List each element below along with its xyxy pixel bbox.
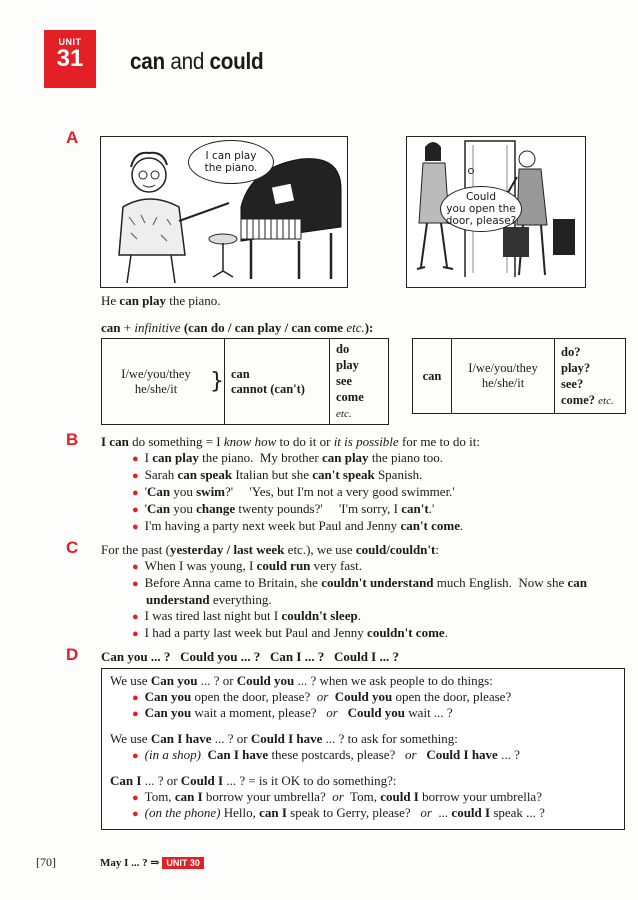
t: Can you [144,689,192,704]
table2-verb: come? [561,392,596,407]
table1-verb: play [336,358,359,372]
t: could I [380,789,419,804]
formula-close: ): [364,320,374,335]
table2-subject-2: he/she/it [481,376,525,390]
d-rule-can-i-have [110,731,458,747]
t: I [144,450,153,465]
b-intro-bold: I can [101,434,129,449]
t: . [357,608,361,623]
t: Could I have [416,747,498,762]
d-example-2 [132,705,453,722]
cross-reference [100,856,204,869]
t: couldn't understand [321,575,434,590]
table1-verb: see [336,374,352,388]
b-intro-text: for me to do it: [398,434,480,449]
t: Tom, [144,789,175,804]
section-d-letter: D [66,645,79,664]
bullet-icon: ● [132,708,139,720]
section-c-letter: C [66,538,79,557]
table1-verb: come [336,390,364,404]
t: (on the phone) [144,805,221,820]
xref-unit-link[interactable]: UNIT 30 [162,857,204,869]
bubble-left-line-2: the piano. [204,162,258,174]
formula-infinitive: infinitive [134,320,181,335]
t: everything. [209,592,272,607]
t: open the door, please? [191,689,317,704]
t: ... ? or [197,673,237,688]
page-number: [70] [36,855,56,869]
t: ' [144,501,147,516]
t: couldn't sleep [281,608,358,623]
t: Could you [236,673,295,688]
t: can play [321,450,369,465]
t: couldn't come [367,625,445,640]
t: or [405,747,417,762]
t: yesterday / last week [169,542,285,557]
t: ... ? or [141,773,181,788]
t: Tom, [343,789,381,804]
t: much English. Now she [433,575,568,590]
caption-bold: can play [119,293,167,308]
t: or [326,705,338,720]
table1-subject-1: I/we/you/they [121,366,191,381]
c-example-1 [132,558,587,575]
bullet-icon: ● [132,692,139,704]
t: could run [256,558,311,573]
t: could I [451,805,491,820]
bullet-icon: ● [132,808,139,820]
t: ' [144,484,147,499]
title-can: can [130,48,165,74]
t: Could you [328,689,393,704]
t: Can I have [201,747,269,762]
t: . [444,625,448,640]
t: ?' 'Yes, but I'm not a very good swimmer.' [225,484,455,499]
t: . [460,518,464,533]
table2-subject-1: I/we/you/they [468,361,538,375]
section-b-examples [132,450,463,535]
t: you [170,484,197,499]
bubble-right-line-1: Could [466,191,496,203]
d-rule-can-i [110,773,397,789]
speech-bubble-left [188,140,274,184]
t: can speak [177,467,233,482]
b-example-1 [132,450,463,467]
bullet-icon: ● [132,792,139,804]
table2-subjects [452,339,555,414]
t: can I [259,805,287,820]
t: can't speak [312,467,375,482]
table1-etc: etc. [336,408,352,420]
t: Can you [144,705,192,720]
t: you [170,501,197,516]
t: Can you [150,673,198,688]
t: Can [147,484,171,499]
formula-etc: etc. [346,320,365,335]
bullet-icon: ● [132,750,139,762]
b-example-3 [132,484,463,501]
bullet-icon: ● [132,561,139,573]
bullet-icon: ● [132,611,139,623]
t: speak to Gerry, please? [286,805,421,820]
table-affirmative-negative [101,338,389,425]
t: Sarah [144,467,178,482]
c-example-2-cont [132,592,587,608]
t: the piano. My brother [198,450,322,465]
t: very fast. [310,558,363,573]
section-b-intro [101,434,480,450]
caption-part: the piano. [166,293,221,308]
title-and: and [164,48,210,74]
t: Could I [180,773,224,788]
table1-verbs [330,339,389,425]
t: or [332,789,344,804]
table1-form-cannot: cannot (can't) [231,381,305,396]
t: ... ? to ask for something: [322,731,458,746]
b-example-4 [132,501,463,518]
bullet-icon: ● [132,628,139,640]
c-example-3 [132,608,587,625]
table2-verb: see? [561,376,584,391]
bullet-icon: ● [132,470,139,482]
table1-form-can: can [231,366,250,381]
table1-subject-2: he/she/it [134,381,178,396]
formula-can-infinitive [101,320,373,336]
bubble-right-line-2: you open the [446,203,516,215]
t: wait a moment, please? [191,705,327,720]
d-example-4 [132,789,542,806]
b-example-5 [132,518,463,535]
unit-label: UNIT [58,37,82,47]
b-intro-text: to do it or [276,434,334,449]
d-example-5 [132,805,545,822]
b-intro-italic: know how [223,434,277,449]
t: When I was young, I [144,558,257,573]
formula-can: can [101,320,121,335]
table-question [412,338,626,414]
t: Can I have [150,731,212,746]
table1-verb: do [336,342,350,356]
c-example-4 [132,625,587,642]
t: .' [428,501,435,516]
unit-badge [44,30,96,88]
t: could/couldn't [355,542,436,557]
section-c-intro [101,542,439,558]
t: Can [147,501,171,516]
t: Spanish. [374,467,423,482]
t: borrow your umbrella? [418,789,542,804]
t: ... [431,805,452,820]
table1-brace: } [210,339,225,425]
t: I'm having a party next week but Paul and Jenny [144,518,401,533]
t: We use [110,731,151,746]
t: I had a party last week but Paul and Jenny [144,625,368,640]
table2-verb: do? [561,344,581,359]
t: Before Anna came to Britain, she [144,575,322,590]
table2-verb: play? [561,360,591,375]
table2-verbs [555,339,626,414]
t: change [196,501,236,516]
t: ... ? [497,747,520,762]
t: the piano too. [368,450,443,465]
bullet-icon: ● [132,453,139,465]
table1-subjects [102,339,211,425]
table2-etc: etc. [598,394,614,407]
t: twenty pounds?' 'I'm sorry, I [235,501,402,516]
t: ... ? or [211,731,251,746]
t: these postcards, please? [268,747,405,762]
title-could: could [209,48,264,74]
t: etc.), we use [284,542,356,557]
bullet-icon: ● [132,521,139,533]
section-d-heading: Can you ... ? Could you ... ? Can I ... ? Could I ... ? [101,649,399,664]
caption-part: He [101,293,120,308]
t: Could you [337,705,406,720]
t: can't come [400,518,460,533]
t: swim [196,484,226,499]
b-intro-text: do something = I [128,434,224,449]
caption-he-can-play [101,293,221,309]
section-b-letter: B [66,430,79,449]
xref-text: May I ... ? ⇒ [100,857,160,869]
t: speak ... ? [490,805,545,820]
table1-forms [225,339,330,425]
t: can [567,575,587,590]
t: or [420,805,432,820]
t: ... ? = is it OK to do something?: [223,773,397,788]
bullet-icon: ● [132,578,139,590]
speech-bubble-right [440,186,522,232]
t: Hello, [220,805,260,820]
b-example-2 [132,467,463,484]
unit-number: 31 [56,45,84,72]
table2-modal [413,339,452,414]
t: can play [152,450,199,465]
section-a-letter: A [66,128,79,147]
t: open the door, please? [392,689,512,704]
t: can I [174,789,203,804]
bubble-right-line-3: door, please? [445,215,517,227]
page-title [130,48,263,75]
bullet-icon: ● [132,487,139,499]
bullet-icon: ● [132,504,139,516]
b-intro-italic: it is possible [333,434,399,449]
bubble-left-line-1: I can play [205,150,257,162]
t: wait ... ? [405,705,453,720]
t: (in a shop) [144,747,201,762]
table2-can: can [422,368,442,383]
d-example-1 [132,689,511,706]
t: Could I have [250,731,323,746]
t: We use [110,673,151,688]
t: understand [146,592,210,607]
t: ... ? when we ask people to do things: [294,673,493,688]
t: For the past ( [101,542,170,557]
t: : [435,542,439,557]
formula-plus: + [120,320,135,335]
d-example-3 [132,747,520,764]
t: borrow your umbrella? [202,789,333,804]
t: I was tired last night but I [144,608,282,623]
t: can't [401,501,429,516]
t: Italian but she [232,467,313,482]
formula-examples: (can do / can play / can come [180,320,347,335]
d-rule-can-you [110,673,493,689]
t: Can I [110,773,142,788]
t: or [316,689,329,704]
section-d-box [101,668,625,830]
c-example-2 [132,575,587,592]
section-c-examples [132,558,587,642]
